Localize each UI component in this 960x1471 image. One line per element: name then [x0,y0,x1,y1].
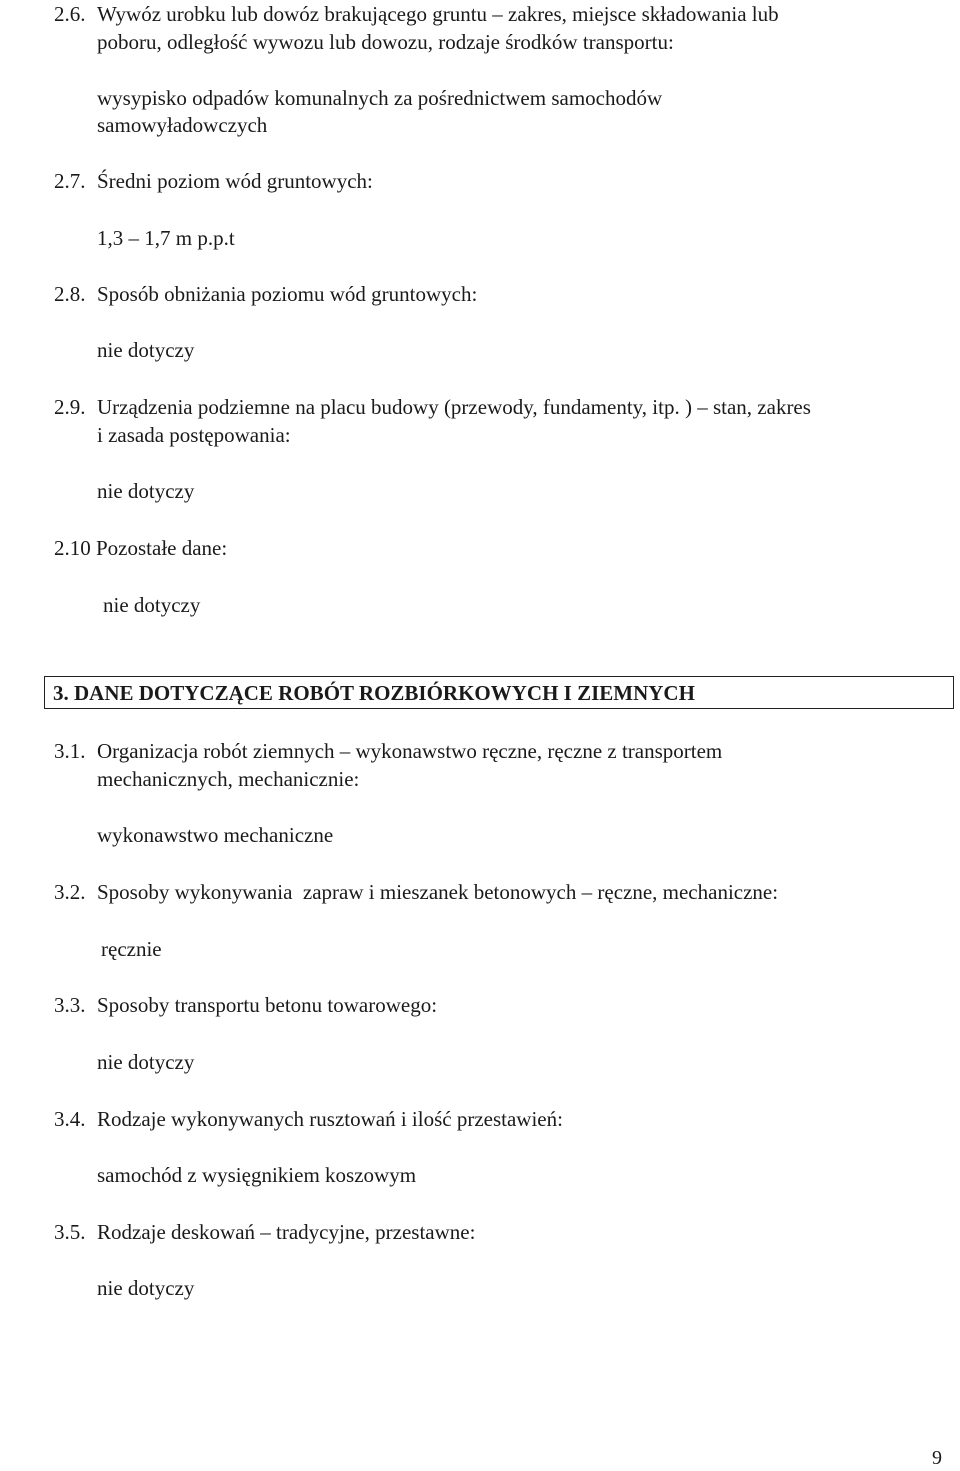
item-2-10-label: 2.10 Pozostałe dane: [54,536,228,560]
item-2-6-line-1 [54,0,779,28]
item-3-2-number: 3.2. [54,880,86,904]
item-3-2-label: Sposoby wykonywania zapraw i mieszanek betonowych – ręczne, mechaniczne: [97,880,779,904]
item-3-5-answer: nie dotyczy [97,1276,195,1300]
item-2-8-number: 2.8. [54,282,86,306]
item-2-6-number: 2.6. [54,2,86,26]
item-3-4-answer: samochód z wysięgnikiem koszowym [97,1163,417,1187]
item-2-10-answer: nie dotyczy [103,593,201,617]
item-2-7-label: Średni poziom wód gruntowych: [97,169,373,193]
item-3-1-line-2: mechanicznych, mechanicznie: [97,767,360,791]
item-3-1-answer: wykonawstwo mechaniczne [97,823,334,847]
item-2-9-text: Urządzenia podziemne na placu budowy (przewody, fundamenty, itp. ) – stan, zakres [97,395,811,419]
item-2-9-number: 2.9. [54,395,86,419]
item-3-5-number: 3.5. [54,1220,86,1244]
item-3-5 [54,1218,475,1246]
item-2-9-line-2: i zasada postępowania: [97,423,291,447]
item-3-5-label: Rodzaje deskowań – tradycyjne, przestawne: [97,1220,476,1244]
item-3-3-answer: nie dotyczy [97,1050,195,1074]
section-3-heading-box [44,676,954,709]
item-3-1-number: 3.1. [54,739,86,763]
item-2-9-answer: nie dotyczy [97,479,195,503]
item-2-7-answer: 1,3 – 1,7 m p.p.t [97,226,235,250]
item-2-8 [54,280,477,308]
item-3-4 [54,1105,563,1133]
page-number: 9 [932,1447,942,1469]
item-3-3 [54,991,437,1019]
item-2-6-text: Wywóz urobku lub dowóz brakującego gruntu – zakres, miejsce składowania lub [97,2,779,26]
item-2-7-number: 2.7. [54,169,86,193]
item-2-6-line-2: poboru, odległość wywozu lub dowozu, rodzaje środków transportu: [97,30,674,54]
item-2-7 [54,167,373,195]
item-3-3-number: 3.3. [54,993,86,1017]
item-3-4-label: Rodzaje wykonywanych rusztowań i ilość przestawień: [97,1107,563,1131]
item-3-2-answer: ręcznie [101,937,162,961]
item-2-9-line-1 [54,393,811,421]
item-3-1-text: Organizacja robót ziemnych – wykonawstwo ręczne, ręczne z transportem [97,739,723,763]
item-3-2 [54,878,778,906]
section-3-heading: 3. DANE DOTYCZĄCE ROBÓT ROZBIÓRKOWYCH I ZIEMNYCH [53,681,695,705]
item-2-8-label: Sposób obniżania poziomu wód gruntowych: [97,282,478,306]
item-2-6-answer-line-1: wysypisko odpadów komunalnych za pośrednictwem samochodów [97,86,663,110]
item-3-4-number: 3.4. [54,1107,86,1131]
item-3-1-line-1 [54,737,722,765]
item-2-8-answer: nie dotyczy [97,338,195,362]
item-3-3-label: Sposoby transportu betonu towarowego: [97,993,438,1017]
item-2-6-answer-line-2: samowyładowczych [97,113,268,137]
